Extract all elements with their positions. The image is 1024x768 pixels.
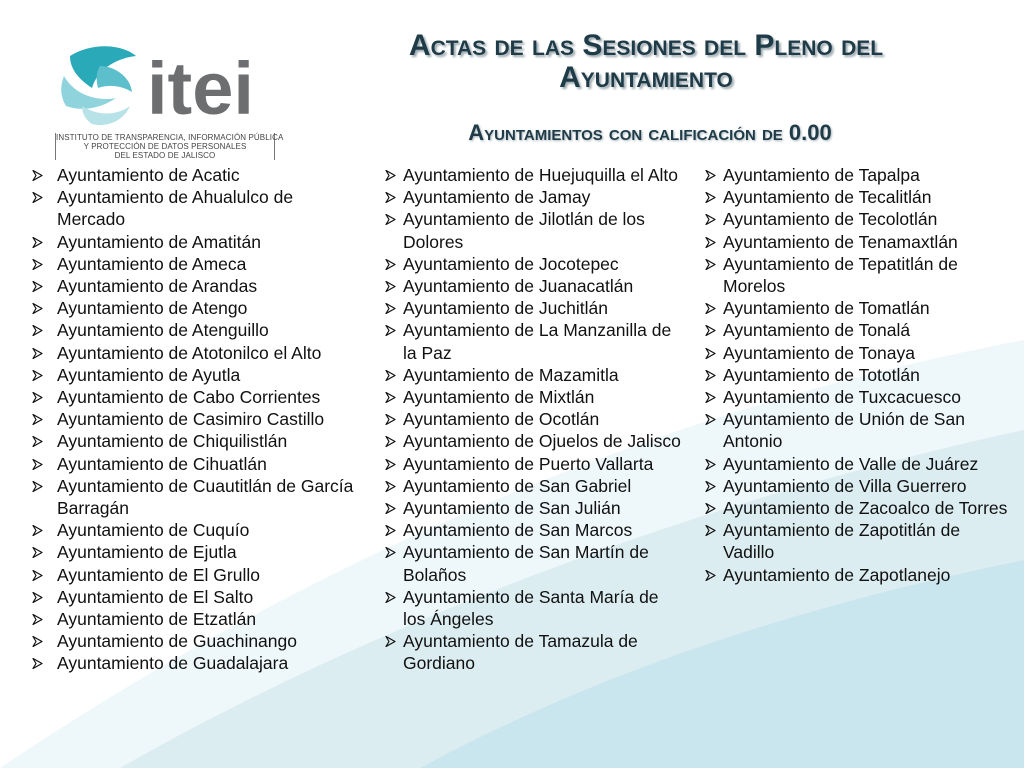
list-item-label: Ayuntamiento de Cuautitlán de García Barragán [57,475,354,519]
arrow-bullet-icon [705,303,716,314]
arrow-bullet-icon [705,459,716,470]
list-item-label: Ayuntamiento de Puerto Vallarta [403,453,654,474]
list-item-label: Ayuntamiento de Tamazula de Gordiano [403,631,638,674]
arrow-bullet-icon [32,237,43,248]
list-item-label: Ayuntamiento de Casimiro Castillo [57,409,325,430]
list-item [703,475,1013,497]
list-item [30,253,360,275]
list-item [30,319,360,341]
arrow-bullet-icon [385,303,396,314]
list-item [703,164,1013,186]
list-item-label: Ayuntamiento de Zacoalco de Torres [723,498,1008,519]
list-item-label: Ayuntamiento de Mixtlán [403,387,595,408]
list-item [30,475,360,519]
arrow-bullet-icon [385,592,396,603]
list-item-label: Ayuntamiento de Arandas [57,276,258,297]
list-item [703,497,1013,519]
arrow-bullet-icon [32,525,43,536]
arrow-bullet-icon [705,214,716,225]
list-item [703,408,1013,452]
arrow-bullet-icon [705,503,716,514]
arrow-bullet-icon [705,392,716,403]
list-item [383,408,683,430]
arrow-bullet-icon [705,570,716,581]
list-item-label: Ayuntamiento de Ejutla [57,542,237,563]
arrow-bullet-icon [385,503,396,514]
list-item-label: Ayuntamiento de Jilotlán de los Dolores [403,209,645,252]
list-item [383,275,683,297]
list-item [703,453,1013,475]
list-item-label: Ayuntamiento de Tapalpa [723,165,920,185]
list-item [383,319,683,363]
list-item-label: Ayuntamiento de San Marcos [403,520,633,541]
list-item-label: Ayuntamiento de San Julián [403,498,621,519]
list-item-label: Ayuntamiento de Villa Guerrero [723,475,967,496]
list-item-label: Ayuntamiento de Acatic [57,165,240,185]
list-item [703,364,1013,386]
arrow-bullet-icon [385,547,396,558]
list-item-label: Ayuntamiento de El Grullo [57,564,260,585]
list-item-label: Ayuntamiento de Jamay [403,187,591,208]
list-item-label: Ayuntamiento de Tuxcacuesco [723,387,962,408]
list-item-label: Ayuntamiento de Ayutla [57,364,241,385]
list-item [30,386,360,408]
list-item-label: Ayuntamiento de Cihuatlán [57,453,267,474]
page-title-line-1: Actas de las Sesiones del Pleno del [408,29,884,62]
list-item-label: Ayuntamiento de Tototlán [723,364,920,385]
municipality-list-column-2 [383,164,683,675]
arrow-bullet-icon [32,370,43,381]
arrow-bullet-icon [705,348,716,359]
list-item [30,608,360,630]
logo-wordmark: itei [147,47,254,130]
list-item-label: Ayuntamiento de San Gabriel [403,475,632,496]
list-item-label: Ayuntamiento de Ahualulco de Mercado [57,187,294,230]
municipality-list-column-1 [30,164,360,675]
list-item [383,430,683,452]
arrow-bullet-icon [705,525,716,536]
list-item [703,253,1013,297]
list-item [383,386,683,408]
arrow-bullet-icon [705,192,716,203]
list-item [703,519,1013,563]
list-item-label: Ayuntamiento de Amatitán [57,231,261,252]
arrow-bullet-icon [32,281,43,292]
list-item-label: Ayuntamiento de Zapotlanejo [723,564,951,585]
arrow-bullet-icon [32,192,43,203]
arrow-bullet-icon [385,192,396,203]
arrow-bullet-icon [385,370,396,381]
arrow-bullet-icon [385,414,396,425]
arrow-bullet-icon [32,614,43,625]
list-item [30,186,360,230]
arrow-bullet-icon [705,170,716,181]
arrow-bullet-icon [32,592,43,603]
list-item-label: Ayuntamiento de La Manzanilla de la Paz [403,320,672,363]
arrow-bullet-icon [705,414,716,425]
list-item [703,208,1013,230]
list-item [30,164,360,186]
arrow-bullet-icon [32,436,43,447]
arrow-bullet-icon [32,459,43,470]
logo-swirl-icon [61,46,136,125]
logo-caption-line-3: DEL ESTADO DE JALISCO [114,151,216,160]
arrow-bullet-icon [385,281,396,292]
list-item-label: Ayuntamiento de Chiquilistlán [57,431,288,452]
arrow-bullet-icon [385,525,396,536]
list-item [383,186,683,208]
arrow-bullet-icon [32,547,43,558]
logo-caption-line-2: Y PROTECCIÓN DE DATOS PERSONALES [83,142,247,151]
arrow-bullet-icon [32,414,43,425]
list-item-label: Ayuntamiento de Santa María de los Ángeles [403,586,659,630]
arrow-bullet-icon [32,259,43,270]
list-item [30,275,360,297]
list-item-label: Ayuntamiento de Guachinango [57,631,297,652]
page-title-line-2: Ayuntamiento [559,61,733,94]
logo-caption [55,133,284,160]
list-item [30,519,360,541]
list-item [383,630,683,674]
list-item-label: Ayuntamiento de Huejuquilla el Alto [403,165,679,185]
list-item [30,541,360,563]
arrow-bullet-icon [385,392,396,403]
arrow-bullet-icon [32,570,43,581]
list-item [703,319,1013,341]
list-item [30,586,360,608]
list-item-label: Ayuntamiento de Atotonilco el Alto [57,342,322,363]
arrow-bullet-icon [32,636,43,647]
list-item-label: Ayuntamiento de Juanacatlán [403,276,634,297]
list-item [703,297,1013,319]
list-item-label: Ayuntamiento de Guadalajara [57,653,289,674]
list-item [30,342,360,364]
list-item-label: Ayuntamiento de Etzatlán [57,609,257,630]
arrow-bullet-icon [705,325,716,336]
list-item [383,541,683,585]
list-item [383,453,683,475]
list-item [383,164,683,186]
list-item [30,453,360,475]
list-item-label: Ayuntamiento de Tecalitlán [723,187,932,208]
arrow-bullet-icon [32,303,43,314]
list-item [30,430,360,452]
list-item [703,342,1013,364]
list-item [383,364,683,386]
list-item-label: Ayuntamiento de Ojuelos de Jalisco [403,431,681,452]
arrow-bullet-icon [32,392,43,403]
list-item-label: Ayuntamiento de San Martín de Bolaños [403,542,649,585]
list-item-label: Ayuntamiento de Tonalá [723,320,911,341]
arrow-bullet-icon [385,325,396,336]
list-item [383,497,683,519]
list-item [703,186,1013,208]
arrow-bullet-icon [705,237,716,248]
arrow-bullet-icon [385,214,396,225]
list-item-label: Ayuntamiento de Unión de San Antonio [723,409,965,452]
list-item [30,231,360,253]
arrow-bullet-icon [705,259,716,270]
list-item [30,564,360,586]
list-item [30,297,360,319]
logo-caption-line-1: INSTITUTO DE TRANSPARENCIA, INFORMACIÓN PÚBLICA [56,133,284,142]
list-item-label: Ayuntamiento de Tecolotlán [723,209,938,230]
municipality-list-column-3 [703,164,1013,586]
arrow-bullet-icon [385,459,396,470]
arrow-bullet-icon [705,481,716,492]
arrow-bullet-icon [32,481,43,492]
list-item [703,231,1013,253]
list-item [383,208,683,252]
list-item-label: Ayuntamiento de Juchitlán [403,298,608,319]
list-item-label: Ayuntamiento de Tenamaxtlán [723,231,958,252]
list-item-label: Ayuntamiento de Tomatlán [723,298,930,319]
list-item [703,564,1013,586]
arrow-bullet-icon [385,636,396,647]
list-item [383,586,683,630]
list-item [703,386,1013,408]
list-item [383,519,683,541]
list-item-label: Ayuntamiento de El Salto [57,586,254,607]
list-item-label: Ayuntamiento de Cabo Corrientes [57,387,321,408]
list-item [30,408,360,430]
arrow-bullet-icon [385,170,396,181]
list-item-label: Ayuntamiento de Tepatitlán de Morelos [723,253,958,297]
page-title [290,30,1002,94]
arrow-bullet-icon [32,325,43,336]
arrow-bullet-icon [32,658,43,669]
arrow-bullet-icon [385,481,396,492]
list-item [30,364,360,386]
list-item [383,297,683,319]
arrow-bullet-icon [385,259,396,270]
arrow-bullet-icon [705,370,716,381]
list-item [383,253,683,275]
list-item-label: Ayuntamiento de Tonaya [723,342,915,363]
list-item-label: Ayuntamiento de Jocotepec [403,253,619,274]
list-item-label: Ayuntamiento de Cuquío [57,520,250,541]
list-item [30,652,360,674]
list-item-label: Ayuntamiento de Ocotlán [403,409,600,430]
list-item-label: Ayuntamiento de Ameca [57,253,247,274]
list-item-label: Ayuntamiento de Valle de Juárez [723,453,979,474]
arrow-bullet-icon [32,348,43,359]
list-item-label: Ayuntamiento de Zapotitlán de Vadillo [723,520,961,563]
list-item-label: Ayuntamiento de Atengo [57,298,248,319]
arrow-bullet-icon [32,170,43,181]
arrow-bullet-icon [385,436,396,447]
list-item [30,630,360,652]
list-item [383,475,683,497]
page-subtitle: Ayuntamientos con calificación de 0.00 [468,120,832,145]
list-item-label: Ayuntamiento de Mazamitla [403,364,619,385]
list-item-label: Ayuntamiento de Atenguillo [57,320,269,341]
